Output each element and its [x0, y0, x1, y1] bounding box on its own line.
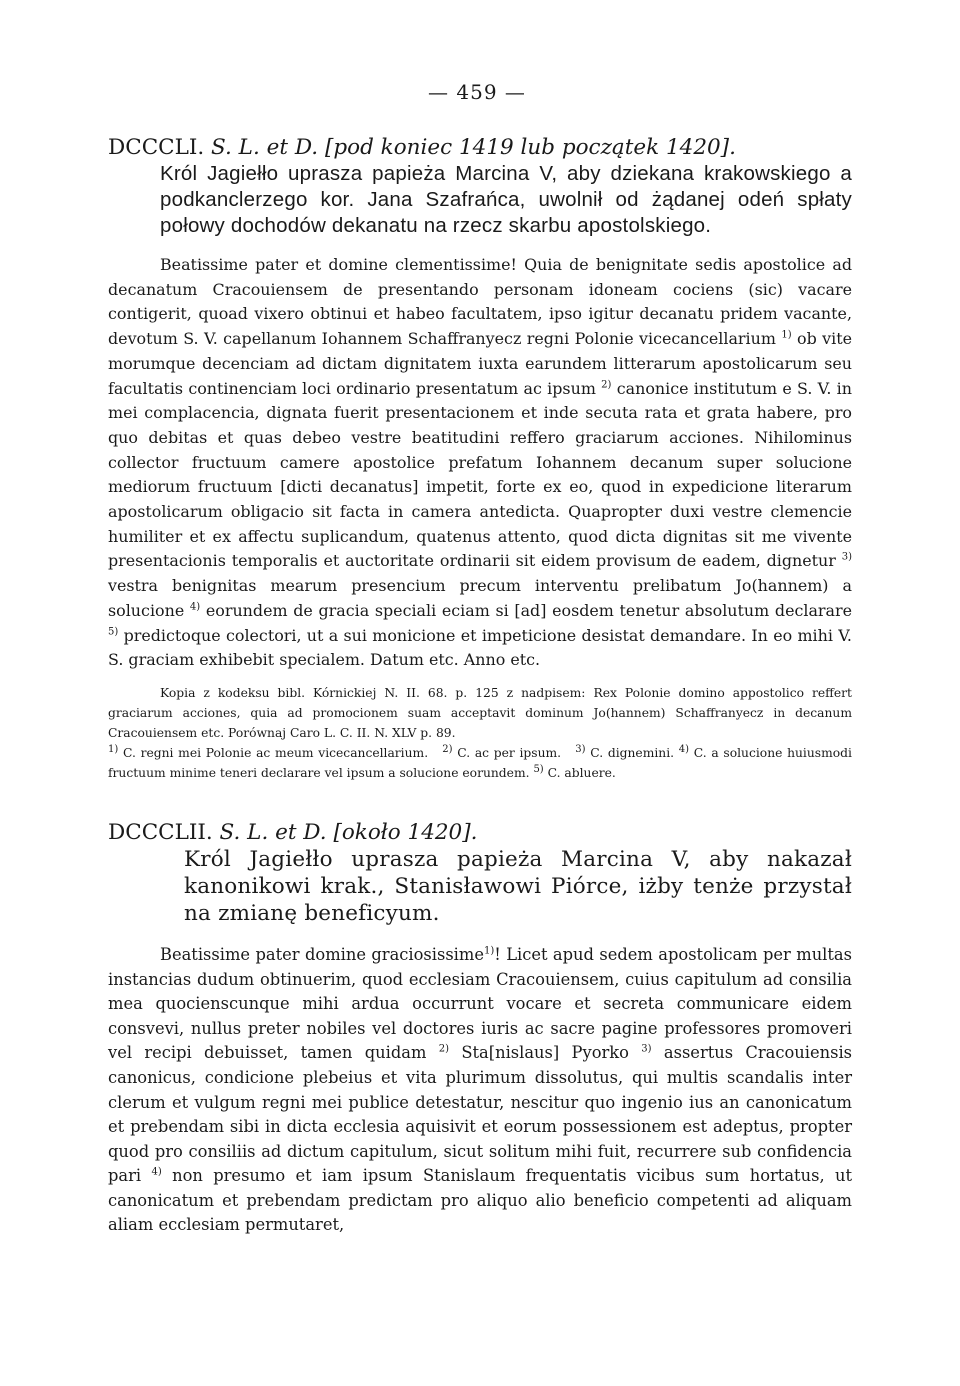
body-segment: assertus Cracouiensis canonicus, condicione plebeius et vita plurimum dissolutus, qui multis scandalis inter clerum et vulgum regni mei publice detestatur, nescitur quo ingenio ius an canonicatum et prebendam sibi in dicta ecclesia aquisivit et eorum possessionem est adeptus, propter quod pro consiliis ad dictum capitulum, sicut solitum mihi fuit, recurrere sub confidencia pari [108, 1043, 853, 1186]
document-summary: Król Jagiełło uprasza papieża Marcina V, aby nakazał kanonikowi krak., Stanisławowi Piórce, iżby tenże przystał na zmianę beneficyum. [184, 846, 852, 926]
body-segment: canonice institutum e S. V. in mei complacencia, dignata fuerit presentacionem et inde secuta rata et grata habere, pro quo debitas et quas debeo vestre beatitudini reffero graciarum acciones. Nihilominus collector fructuum camere apostolice prefatum Iohannem decanum super solucione mediorum fructuum [dicti decanatus] impetit, forte ex eo, quod in expedicione literarum apostolicarum obligacio sit facta in camera antedicta. Quapropter duxi vestre clemencie humiliter et ex affectu suplicandum, quatenus attento, quod dicta dignitas sit me vivente presentacionis temporalis et auctoritate ordinarii sit eidem provisum de eadem, dignetur [108, 378, 852, 571]
footnote-mark: 3) [841, 552, 852, 564]
footnote-mark: 3) [641, 1043, 652, 1055]
document-heading [108, 134, 852, 161]
body-segment: non presumo et iam ipsum Stanislaum frequentatis vicibus sum hortatus, ut canonicatum et prebendam predictam pro aliquo alio beneficio competenti ad aliquam aliam ecclesiam permutaret, [108, 1166, 852, 1235]
document-body [108, 253, 852, 673]
body-segment: predictoque colectori, ut a sui monicione et impeticione desistat demandare. In eo mihi V. S. graciam exhibebit specialem. Datum etc. Anno etc. [108, 625, 852, 670]
body-segment: Sta[nislaus] Pyorko [461, 1043, 629, 1063]
page-number: — 459 — [428, 80, 526, 104]
footnote-text: C. dignemini. [590, 745, 675, 760]
source-abbreviation: S. L. et D. [219, 819, 327, 845]
footnote-text: C. abluere. [547, 765, 616, 780]
document-dcccli [108, 134, 852, 783]
footnote-mark: 2) [438, 1043, 449, 1055]
footnote-mark: 5) [533, 763, 544, 775]
body-segment: vestra benignitas mearum presencium precum interventu prelibatum Jo(hannem) a solucione [108, 576, 852, 620]
document-number: DCCCLI. [108, 135, 205, 160]
document-summary: Król Jagiełło uprasza papieża Marcina V, aby dziekana krakowskiego a podkanclerzego kor. Jana Szafrańca, uwolnił od żądanej odeń spłaty połowy dochodów dekanatu na rzecz skarbu apostolskiego. [160, 162, 852, 237]
document-dccclii [108, 819, 852, 1238]
body-segment: Beatissime pater et domine clementissime! Quia de benignitate sedis apostolice ad decanatum Cracouiensem de presentando personam idoneam cociens (sic) vacare contigerit, quoad vixero obtinui et habeo facultatem, ipso igitur decanatu pridem vacante, devotum S. V. capellanum Iohannem Schaffranyecz regni Polonie vicecancellarium [108, 255, 852, 349]
footnotes [108, 743, 852, 783]
body-segment: Beatissime pater domine graciosissime [160, 944, 484, 964]
footnote-mark: 1) [483, 945, 495, 957]
footnote-mark: 1) [781, 329, 792, 341]
document-heading [108, 819, 852, 846]
document-date: [około 1420]. [333, 819, 478, 845]
footnote-mark: 3) [575, 743, 586, 755]
source-abbreviation: S. L. et D. [211, 135, 319, 160]
footnote-mark: 2) [601, 379, 612, 391]
footnote-text: C. ac per ipsum. [457, 745, 562, 760]
document-date: [pod koniec 1419 lub początek 1420]. [324, 135, 736, 160]
footnote-mark: 1) [108, 743, 119, 755]
document-page [108, 80, 852, 1238]
source-note: Kopia z kodeksu bibl. Kórnickiej N. II. 68. p. 125 z nadpisem: Rex Polonie domino appostolico reffert graciarum acciones, quia ad promocionem suam acceptavit dominum Jo(hannem) Schaffranyecz in decanum Cracouiensem etc. Porównaj Caro L. C. II. N. XLV p. 89. [108, 685, 852, 740]
footnote-mark: 4) [189, 601, 201, 613]
body-segment: ! Licet apud sedem apostolicam per multas instancias dudum obtinuerim, quod ecclesiam Cracouiensem, cuius capitulum ad consilia mea quocienscunque mihi ardua occurrunt vocare et secreta communicare eidem consvevi, nullus preter nobiles vel doctores iuris ac sacre pagine professores promoveri vel recipi debuisset, tamen quidam [108, 944, 852, 1063]
body-segment: ob vite morumque decenciam ad dictam dignitatem iuxta earundem litterarum apostolicarum seu facultatis continenciam loci ordinario presentatum ac ipsum [108, 329, 853, 398]
footnote-mark: 4) [151, 1166, 162, 1178]
footnote-mark: 5) [108, 626, 119, 638]
footnote-mark: 2) [442, 743, 453, 755]
footnote-mark: 4) [678, 743, 690, 755]
footnote-text: C. a solucione huiusmodi fructuum minime teneri declarare vel ipsum a solucione eorundem. [108, 745, 852, 780]
footnote-text: C. regni mei Polonie ac meum vicecancellarium. [122, 745, 429, 760]
body-segment: eorundem de gracia speciali eciam si [ad] eosdem tenetur absolutum declarare [205, 600, 853, 620]
document-body [108, 943, 852, 1238]
document-number: DCCCLII. [108, 819, 213, 845]
